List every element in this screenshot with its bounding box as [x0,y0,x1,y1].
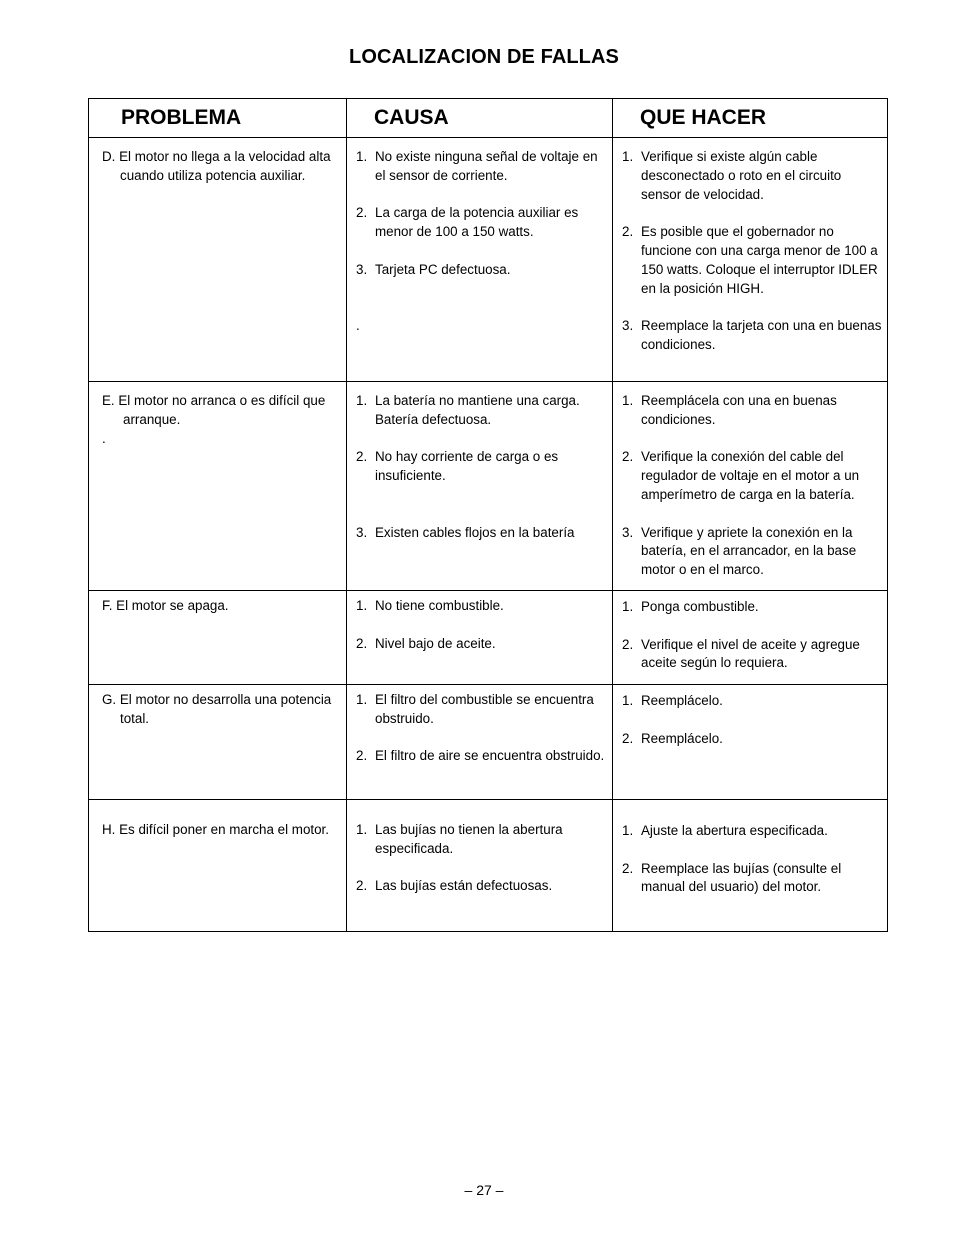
problem-cell [89,138,347,381]
cause-item [356,597,608,616]
item-text: Existen cables flojos en la batería [375,524,575,540]
item-text: Verifique si existe algún cable desconectado o roto en el circuito sensor de velocidad. [641,149,842,202]
problem-text: G. El motor no desarrolla una potencia total. [102,692,332,726]
action-item [622,636,883,674]
item-text: El filtro de aire se encuentra obstruido. [375,748,605,764]
table-row [89,591,887,685]
item-number: 2. [356,748,368,764]
cause-cell [347,138,613,381]
item-number: 2. [622,636,634,652]
action-item [622,392,883,430]
item-text: Reemplácela con una en buenas condiciones. [641,393,837,427]
action-item [622,148,883,204]
cause-cell [347,382,613,590]
table-row [89,800,887,931]
action-item [622,692,883,711]
item-number: 2. [356,449,368,465]
cause-item [356,877,608,896]
item-text: No tiene combustible. [375,598,504,613]
problem-cell [89,800,347,931]
item-number: 2. [622,449,634,465]
action-item [622,317,883,355]
stray-mark: . [356,317,360,333]
item-number: 1. [622,393,634,408]
action-cell [613,800,887,931]
cause-item [356,635,608,654]
item-text: Verifique y apriete la conexión en la batería, en el arrancador, en la base motor o en el marco. [641,524,857,578]
item-number: 1. [356,598,368,613]
header-cause: CAUSA [347,99,613,137]
action-cell [613,138,887,381]
problem-text: H. Es difícil poner en marcha el motor. [102,822,329,837]
item-number: 1. [622,149,634,164]
item-text: Verifique la conexión del cable del regulador de voltaje en el motor a un amperímetro de carga en la batería. [641,449,860,502]
action-cell [613,591,887,684]
item-number: 1. [622,599,634,614]
item-text: Tarjeta PC defectuosa. [375,261,511,277]
table-row [89,382,887,591]
item-text: No hay corriente de carga o es insuficiente. [375,449,559,484]
item-text: Las bujías no tienen la abertura especificada. [375,822,563,856]
item-text: Es posible que el gobernador no funcione con una carga menor de 100 a 150 watts. Coloque el interruptor IDLER en la posición HIGH. [641,224,878,296]
cause-item [356,392,608,430]
item-number: 2. [622,860,634,876]
item-number: 2. [356,635,368,651]
action-item [622,448,883,504]
cause-cell [347,685,613,799]
item-number: 1. [356,692,368,707]
item-text: Las bujías están defectuosas. [375,878,553,894]
table-header [89,99,887,138]
cause-item [356,524,608,543]
action-item [622,524,883,580]
header-action: QUE HACER [640,106,767,129]
item-text: Reemplácelo. [641,693,723,708]
cause-item [356,261,608,280]
stray-mark: . [102,430,106,446]
cause-item [356,691,608,729]
item-text: Ajuste la abertura especificada. [641,823,828,838]
item-text: La carga de la potencia auxiliar es menor de 100 a 150 watts. [375,205,579,240]
item-number: 1. [622,693,634,708]
item-text: Verifique el nivel de aceite y agregue aceite según lo requiera. [641,636,860,671]
action-item [622,860,883,898]
troubleshooting-table [88,98,888,932]
problem-cell [89,685,347,799]
item-number: 2. [622,224,634,240]
page-title: LOCALIZACION DE FALLAS [349,46,619,68]
problem-text: F. El motor se apaga. [102,598,229,613]
cause-item [356,448,608,486]
action-item [622,730,883,749]
item-text: No existe ninguna señal de voltaje en el sensor de corriente. [375,149,598,183]
item-text: Nivel bajo de aceite. [375,635,496,651]
item-number: 1. [356,393,368,408]
page-number: – 27 – [464,1182,504,1198]
item-text: Reemplace la tarjeta con una en buenas condiciones. [641,318,882,352]
cause-item [356,747,608,766]
problem-text: E. El motor no arranca o es difícil que arranque. [102,393,326,427]
item-text: Ponga combustible. [641,599,759,614]
table-row [89,138,887,382]
item-number: 1. [356,149,368,164]
action-item [622,822,883,841]
item-number: 3. [356,524,368,540]
item-text: Reemplácelo. [641,730,723,746]
table-row [89,685,887,800]
action-cell [613,382,887,590]
item-number: 3. [622,524,634,540]
item-text: La batería no mantiene una carga. Batería defectuosa. [375,393,580,427]
item-number: 2. [356,205,368,221]
problem-cell [89,382,347,590]
problem-cell [89,591,347,684]
item-text: Reemplace las bujías (consulte el manual del usuario) del motor. [641,860,842,895]
cause-item [356,204,608,242]
action-item [622,598,883,617]
cause-cell [347,591,613,684]
action-cell [613,685,887,799]
item-number: 2. [622,730,634,746]
item-number: 3. [622,318,634,334]
item-text: El filtro del combustible se encuentra obstruido. [375,692,594,726]
cause-item [356,148,608,186]
header-problem: PROBLEMA [89,99,347,137]
item-number: 3. [356,261,368,277]
action-item [622,223,883,298]
item-number: 1. [356,822,368,837]
item-number: 1. [622,823,634,838]
cause-item [356,821,608,859]
problem-text: D. El motor no llega a la velocidad alta cuando utiliza potencia auxiliar. [102,149,331,183]
cause-cell [347,800,613,931]
item-number: 2. [356,878,368,894]
